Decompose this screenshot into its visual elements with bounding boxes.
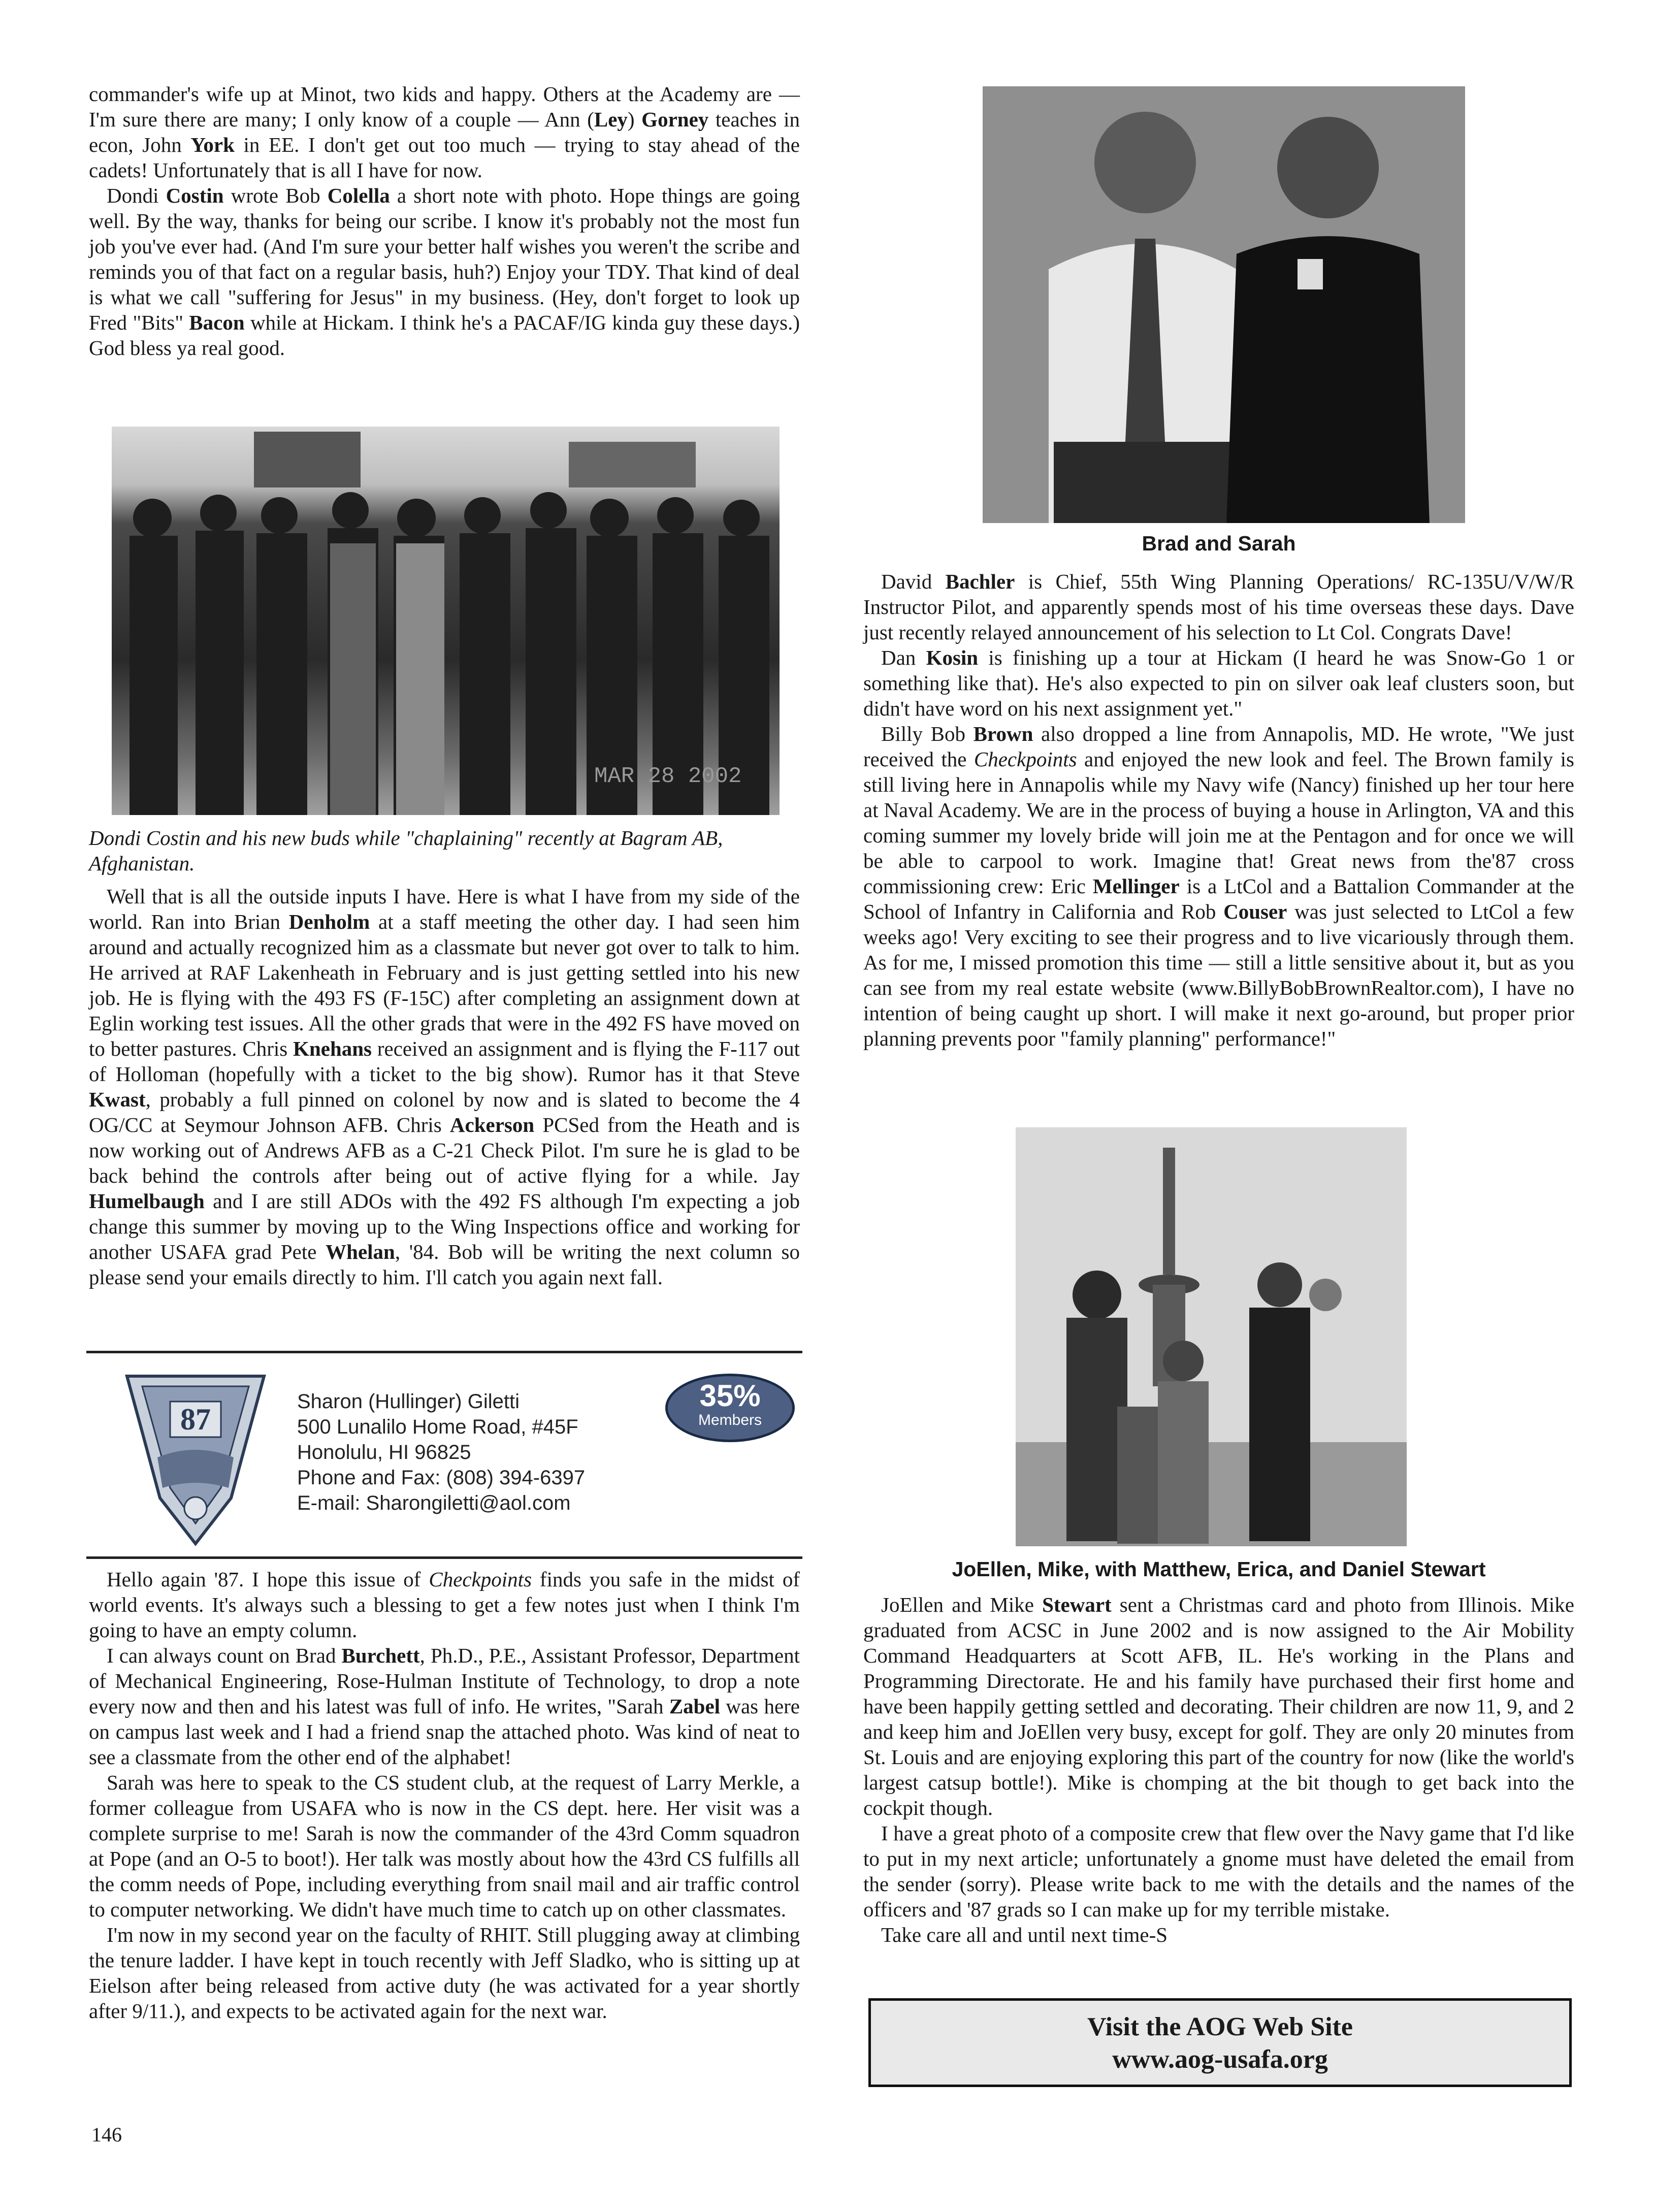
- photo1-caption: Dondi Costin and his new buds while "chaplaining" recently at Bagram AB, Afghanistan.: [89, 826, 723, 875]
- paragraph: [89, 1922, 800, 2024]
- paragraph: [863, 569, 1574, 645]
- name-highlight: Knehans: [293, 1037, 372, 1060]
- photo-stewart-family: [1016, 1127, 1407, 1546]
- paragraph: [89, 1770, 800, 1922]
- brad-sarah-illustration: [983, 86, 1465, 523]
- text-run: PCSed from the Heath and is now working out of Andrews AFB as a C-21 Check Pilot. I'm sure he is glad to be back behind the controls after being out of active flying for a while. Jay: [89, 1113, 800, 1187]
- text-run: Dondi: [107, 184, 166, 207]
- text-run: at a staff meeting the other day. I had seen him around and actually recognized him as a classmate but never got over to talk to him. He arrived at RAF Lakenheath in February and is just getting settled into his new job. He is flying with the 493 FS (F-15C) after completing an assignment down at Eglin working test issues. All the other grads that were in the 492 FS have moved on to better pastures. Chris: [89, 910, 800, 1060]
- name-highlight: Stewart: [1042, 1593, 1112, 1616]
- text-run: Billy Bob: [881, 722, 974, 745]
- paragraph: [863, 1820, 1574, 1922]
- class-secretary-contact: [297, 1389, 585, 1516]
- text-run: is finishing up a tour at Hickam (I heard he was Snow-Go 1 or something like that). He's also expected to pin on silver oak leaf clusters soon, but didn't have word on his next assignment yet.": [863, 646, 1574, 720]
- stewart-family-illustration: [1016, 1127, 1407, 1546]
- text-run: is Chief, 55th Wing Planning Operations/ RC-135U/V/W/R Instructor Pilot, and apparently spends most of his time overseas these days. Dave just recently relayed announcement of his selection to Lt Col. Congrats Dave!: [863, 570, 1574, 644]
- text-run: Well that is all the outside inputs I have. Here is what I have from my side of the world. Ran into Brian: [89, 885, 800, 933]
- aog-promo-url[interactable]: www.aog-usafa.org: [1112, 2045, 1328, 2074]
- left-top-paragraphs: [89, 81, 800, 361]
- paragraph: [863, 721, 1574, 1051]
- paragraph: [89, 1643, 800, 1770]
- text-run: finds you safe in the midst of world events. It's always such a blessing to get a few notes just when I think I'm going to have an empty column.: [89, 1568, 800, 1642]
- contact-name: Sharon (Hullinger) Giletti: [297, 1390, 520, 1413]
- contact-email[interactable]: E-mail: Sharongiletti@aol.com: [297, 1492, 571, 1514]
- group-illustration: [112, 427, 780, 815]
- text-run: Take care all and until next time-S: [881, 1923, 1168, 1946]
- name-highlight: Zabel: [669, 1695, 721, 1718]
- section-rule-top: [86, 1351, 802, 1353]
- text-run: David: [881, 570, 946, 593]
- paragraph: [863, 1592, 1574, 1820]
- name-highlight: Ackerson: [449, 1113, 535, 1136]
- membership-percent: 35%: [699, 1379, 761, 1413]
- text-run: was here on campus last week and I had a friend snap the attached photo. Was kind of neat to see a classmate from the other end of the alphabet!: [89, 1695, 800, 1769]
- text-run: I have a great photo of a composite crew that flew over the Navy game that I'd like to put in my next article; unfortunately a gnome must have deleted the email from the sender (sorry). Please write back to me with the details and the names of the officers and '87 grads so I can make up for my terrible mistake.: [863, 1821, 1574, 1921]
- membership-badge: [665, 1374, 795, 1442]
- text-run: commander's wife up at Minot, two kids and happy. Others at the Academy are — I'm sure there are many; I only know of a couple — Ann (: [89, 82, 800, 131]
- page-number: 146: [91, 2123, 122, 2146]
- date-stamp: MAR 28 2002: [594, 764, 742, 789]
- text-run: Checkpoints: [974, 747, 1077, 771]
- contact-phone: Phone and Fax: (808) 394-6397: [297, 1467, 586, 1489]
- right-bottom-text: [863, 1592, 1574, 1947]
- text-run: , '84. Bob will be writing the next column so please send your emails directly to him. I'll catch you again next fall.: [89, 1240, 800, 1289]
- name-highlight: Costin: [166, 184, 224, 207]
- text-run: teaches in econ, John: [89, 108, 800, 156]
- membership-label: Members: [698, 1412, 762, 1428]
- aog-promo-line1: Visit the AOG Web Site: [1087, 2012, 1353, 2041]
- left-mid-text: [89, 884, 800, 1290]
- name-highlight: York: [190, 133, 235, 156]
- name-highlight: Brown: [973, 722, 1033, 745]
- photo1-caption-wrap: [89, 825, 800, 876]
- section-rule-bottom: [86, 1556, 802, 1559]
- text-run: Hello again '87. I hope this issue of: [107, 1568, 429, 1591]
- name-highlight: Kwast: [89, 1088, 146, 1111]
- photo2-caption: Brad and Sarah: [1142, 532, 1296, 555]
- text-run: in EE. I don't get out too much — trying to stay ahead of the cadets! Unfortunately that is all I have for now.: [89, 133, 800, 182]
- text-run: and enjoyed the new look and feel. The Brown family is still living here in Annapolis while my Navy wife (Nancy) finished up her tour here at Naval Academy. We are in the process of buying a house in Arlington, VA and this coming summer my lovely bride will join me at the Pentagon and for once we will be able to carpool to work. Imagine that! Great news from the'87 cross commissioning crew: Eric: [863, 747, 1574, 898]
- left-bottom-paragraphs: [89, 1567, 800, 2024]
- text-run: ): [627, 108, 642, 131]
- right-mid-paragraphs: [863, 569, 1574, 1051]
- left-top-text: [89, 81, 800, 361]
- right-mid-text: [863, 569, 1574, 1051]
- text-run: JoEllen and Mike: [881, 1593, 1043, 1616]
- name-highlight: Bachler: [945, 570, 1015, 593]
- text-run: Sarah was here to speak to the CS student club, at the request of Larry Merkle, a former colleague from USAFA who is now in the CS dept. here. Her visit was a complete surprise to me! Sarah is now the commander of the 43rd Comm squadron at Pope (and an O-5 to boot!). Her talk was mostly about how the 43rd CS fulfills all the comm needs of Pope, including everything from snail mail and air traffic control to computer networking. We didn't have much time to catch up on other classmates.: [89, 1771, 800, 1921]
- name-highlight: Humelbaugh: [89, 1189, 205, 1213]
- name-highlight: Mellinger: [1092, 874, 1180, 898]
- paragraph: [89, 81, 800, 183]
- paragraph: [863, 1922, 1574, 1947]
- text-run: I'm now in my second year on the faculty of RHIT. Still plugging away at climbing the tenure ladder. I have kept in touch recently with Jeff Sladko, who is sitting up at Eielson after being released from active duty (he was activated for a year shortly after 9/11.), and expects to be activated again for the next war.: [89, 1923, 800, 2023]
- text-run: a short note with photo. Hope things are going well. By the way, thanks for being our scribe. I know it's probably not the most fun job you've ever had. (And I'm sure your better half wishes you weren't the scribe and reminds you of that fact on a regular basis, huh?) Enjoy your TDY. That kind of deal is what we call "suffering for Jesus" in my business. (Hey, don't forget to look up Fred "Bits": [89, 184, 800, 334]
- text-run: wrote Bob: [223, 184, 328, 207]
- text-run: sent a Christmas card and photo from Illinois. Mike graduated from ACSC in June 2002 and is now assigned to the Air Mobility Command Headquarters at Scott AFB, IL. He's working in the Plans and Programming Directorate. He and his family have purchased their first home and have been happily getting settled and decorating. Their children are now 11, 9, and 2 and keep him and JoEllen very busy, except for golf. They are only 20 minutes from St. Louis and are enjoying exploring this part of the country for now (like the world's largest catsup bottle!). Mike is chomping at the bit though to get back into the cockpit though.: [863, 1593, 1574, 1819]
- paragraph: [89, 1567, 800, 1643]
- text-run: was just selected to LtCol a few weeks ago! Very exciting to see their progress and to live vicariously through them. As for me, I missed promotion this time — still a little sensitive about it, but as you can see from my real estate website (www.BillyBobBrownRealtor.com), I have no intention of being caught up short. I will make it next go-around, but proper prior planning prevents poor "family planning" performance!": [863, 900, 1574, 1050]
- contact-address: 500 Lunalilo Home Road, #45F: [297, 1416, 578, 1438]
- text-run: also dropped a line from Annapolis, MD. He wrote, "We just received the: [863, 722, 1574, 771]
- text-run: Checkpoints: [429, 1568, 532, 1591]
- paragraph: [863, 645, 1574, 721]
- photo-bagram-group: [112, 427, 780, 815]
- name-highlight: Ley: [594, 108, 628, 131]
- left-bottom-text: [89, 1567, 800, 2024]
- name-highlight: Bacon: [189, 311, 245, 334]
- name-highlight: Denholm: [288, 910, 370, 933]
- paragraph: [89, 884, 800, 1290]
- text-run: Dan: [881, 646, 926, 669]
- text-run: while at Hickam. I think he's a PACAF/IG kinda guy these days.) God bless ya real good.: [89, 311, 800, 360]
- photo-brad-and-sarah: [983, 86, 1465, 523]
- name-highlight: Whelan: [326, 1240, 395, 1263]
- text-run: received an assignment and is flying the F-117 out of Holloman (hopefully with a ticket to the big show). Rumor has it that Steve: [89, 1037, 800, 1086]
- contact-city: Honolulu, HI 96825: [297, 1441, 471, 1463]
- photo3-caption: JoEllen, Mike, with Matthew, Erica, and Daniel Stewart: [952, 1557, 1486, 1581]
- name-highlight: Kosin: [926, 646, 979, 669]
- name-highlight: Colella: [327, 184, 390, 207]
- crest-number: 87: [180, 1403, 211, 1436]
- text-run: , Ph.D., P.E., Assistant Professor, Department of Mechanical Engineering, Rose-Hulman Institute of Technology, to drop a note every now and then and his latest was full of info. He writes, "Sarah: [89, 1644, 800, 1718]
- name-highlight: Gorney: [641, 108, 709, 131]
- photo2-caption-wrap: [863, 531, 1574, 556]
- text-run: and I are still ADOs with the 492 FS although I'm expecting a job change this summer by moving up to the Wing Inspections office and working for another USAFA grad Pete: [89, 1189, 800, 1263]
- text-run: I can always count on Brad: [107, 1644, 342, 1667]
- text-run: , probably a full pinned on colonel by now and is slated to become the 4 OG/CC at Seymour Johnson AFB. Chris: [89, 1088, 800, 1136]
- photo3-caption-wrap: [863, 1556, 1574, 1582]
- name-highlight: Couser: [1223, 900, 1287, 923]
- left-mid-paragraphs: [89, 884, 800, 1290]
- right-bottom-paragraphs: [863, 1592, 1574, 1947]
- text-run: is a LtCol and a Battalion Commander at the School of Infantry in California and Rob: [863, 874, 1575, 923]
- class-87-crest: [122, 1371, 269, 1546]
- name-highlight: Burchett: [341, 1644, 420, 1667]
- aog-website-promo[interactable]: [868, 1998, 1572, 2087]
- paragraph: [89, 183, 800, 361]
